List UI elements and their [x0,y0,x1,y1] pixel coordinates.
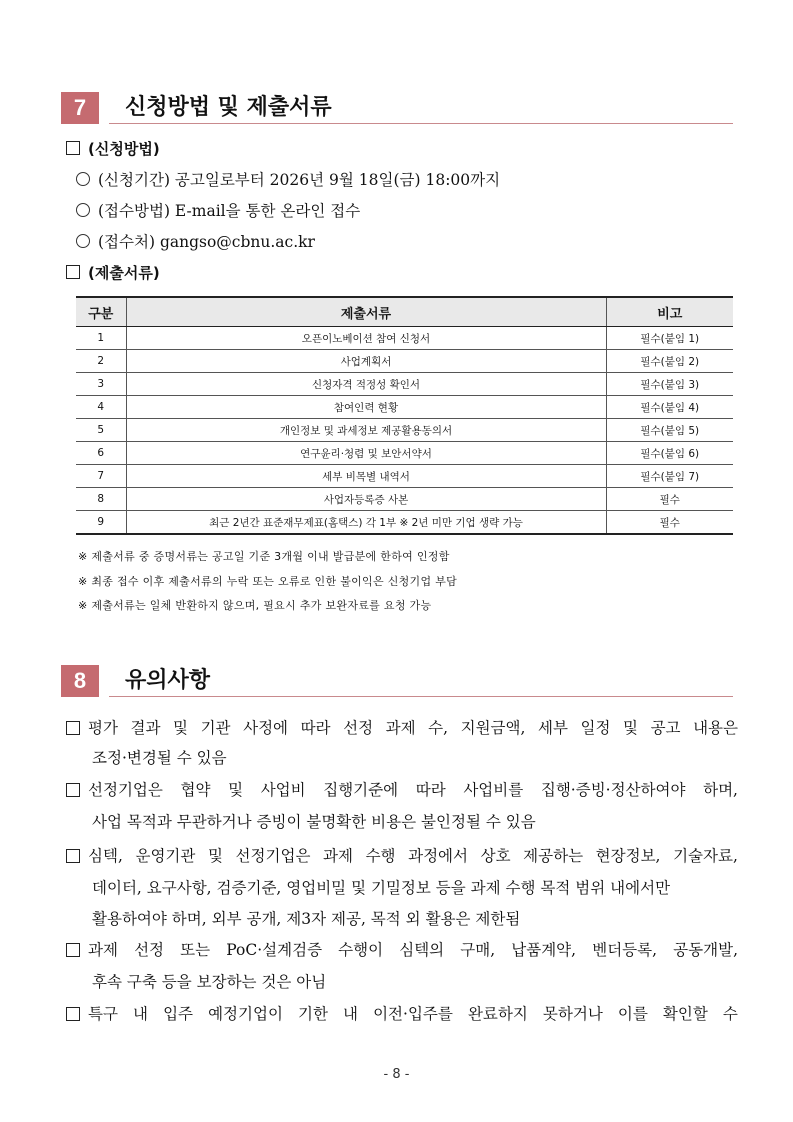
section-divider [109,123,733,124]
word: 공동개발, [673,941,738,959]
word: 사업비 [260,781,306,799]
method-item [76,201,360,221]
word: 사업비를 [463,781,524,799]
word: 과정에서 [408,847,469,865]
note-text: ※ 제출서류는 일체 반환하지 않으며, 필요시 추가 보완자료를 요청 가능 [78,599,432,612]
table-cell: 4 [76,396,126,419]
table-cell: 필수(붙임 4) [606,396,733,419]
method-item [76,232,315,252]
square-bullet-icon [66,943,80,957]
word: 제공하는 [523,847,584,865]
table-cell: 최근 2년간 표준재무제표(홈택스) 각 1부 ※ 2년 미만 기업 생략 가능 [126,511,606,535]
word: 심텍의 [399,941,445,959]
table-cell: 사업계획서 [126,350,606,373]
method-item-text: (신청기간) 공고일로부터 2026년 9월 18일(금) 18:00까지 [98,171,501,189]
notice-first-line [88,940,738,960]
word: 평가 [88,719,118,737]
table-cell: 필수(붙임 5) [606,419,733,442]
square-bullet-icon [66,1007,80,1021]
table-cell: 개인정보 및 과세정보 제공활용동의서 [126,419,606,442]
notice-item [66,1004,738,1024]
word: 일정 [580,719,611,737]
column-header: 구분 [76,297,126,327]
word: 세부 [537,719,568,737]
table-row [76,396,733,419]
table-cell: 참여인력 현황 [126,396,606,419]
table-cell: 7 [76,465,126,488]
square-bullet-icon [66,721,80,735]
word: 공고 [650,719,681,737]
word: 및 [228,781,244,799]
table-cell: 5 [76,419,126,442]
notice-continuation: 사업 목적과 무관하거나 증빙이 불명확한 비용은 불인정될 수 있음 [92,813,536,831]
method-item-text: (접수처) gangso@cbnu.ac.kr [98,233,315,251]
column-header: 제출서류 [126,297,606,327]
circle-bullet-icon [76,203,90,217]
word: 및 [623,719,638,737]
notice-item [66,846,738,928]
word: 못하거나 [542,1005,603,1023]
word: 협약 [180,781,211,799]
notice-first-line [88,846,738,866]
square-bullet-icon [66,141,80,155]
word: 내 [343,1005,359,1023]
table-row [76,465,733,488]
word: 내 [133,1005,148,1023]
word: 납품계약, [511,941,577,959]
notice-item [66,718,738,767]
note-text: ※ 최종 접수 이후 제출서류의 누락 또는 오류로 인한 불이익은 신청기업 부담 [78,575,458,588]
table-row [76,419,733,442]
circle-bullet-icon [76,172,90,186]
word: 따라 [300,719,331,737]
table-cell: 신청자격 적정성 확인서 [126,373,606,396]
table-cell: 6 [76,442,126,465]
word: 벤더등록, [592,941,658,959]
word: 구매, [460,941,496,959]
table-row [76,511,733,535]
word: 수, [428,719,449,737]
docs-heading [66,263,160,283]
table-row [76,350,733,373]
word: 선정 [134,941,165,959]
word: 수 [722,1005,738,1023]
notice-item [66,940,738,991]
section-8-heading [61,665,733,699]
notice-continuation: 활용하여야 하며, 외부 공개, 제3자 제공, 목적 외 활용은 제한됨 [92,910,521,928]
notice-continuation: 데이터, 요구사항, 검증기준, 영업비밀 및 기밀정보 등을 과제 수행 목적 범위 내에서만 [92,879,671,897]
table-cell: 오픈이노베이션 참여 신청서 [126,327,606,350]
notice-first-line [88,780,738,800]
square-bullet-icon [66,849,80,863]
word: 완료하지 [467,1005,528,1023]
method-heading [66,139,160,159]
word: 선정기업은 [235,847,311,865]
word: 상호 [480,847,511,865]
word: 과제 [323,847,353,865]
documents-table [76,296,733,535]
word: 입주 [163,1005,194,1023]
notice-item [66,780,738,831]
square-bullet-icon [66,265,80,279]
table-cell: 필수(붙임 3) [606,373,733,396]
table-cell: 8 [76,488,126,511]
word: 사정에 [243,719,289,737]
page-number: - 8 - [383,1067,410,1082]
notice-first-line [88,718,738,738]
table-cell: 필수(붙임 1) [606,327,733,350]
word: 하며, [703,781,738,799]
word: 수행 [365,847,396,865]
table-cell: 필수(붙임 2) [606,350,733,373]
notice-continuation: 조정·변경될 수 있음 [92,749,227,767]
table-row [76,373,733,396]
notice-continuation: 후속 구축 등을 보장하는 것은 아님 [92,973,327,991]
word: 수행이 [338,941,384,959]
word: 이를 [617,1005,648,1023]
table-cell: 필수(붙임 6) [606,442,733,465]
word: 특구 [88,1005,118,1023]
method-item [76,170,500,190]
section-7-heading [61,92,733,126]
table-row [76,442,733,465]
table-cell: 1 [76,327,126,350]
word: 집행·증빙·정산하여야 [540,781,686,799]
table-cell: 9 [76,511,126,535]
table-cell: 3 [76,373,126,396]
word: 선정 [343,719,374,737]
section-number: 8 [61,665,99,697]
word: 기술자료, [673,847,738,865]
table-row [76,488,733,511]
word: 내용은 [693,719,738,737]
table-cell: 연구윤리·청렴 및 보안서약서 [126,442,606,465]
word: 결과 [130,719,161,737]
word: 운영기관 [135,847,196,865]
word: 예정기업이 [208,1005,283,1023]
word: 및 [173,719,189,737]
section-title: 신청방법 및 제출서류 [125,95,332,120]
notice-first-line [88,1004,738,1024]
column-header: 비고 [606,297,733,327]
word: 과제 [385,719,416,737]
word: 기관 [200,719,231,737]
table-cell: 필수 [606,511,733,535]
method-item-text: (접수방법) E-mail을 통한 온라인 접수 [98,202,361,220]
section-number: 7 [61,92,99,124]
word: 현장정보, [595,847,661,865]
table-cell: 필수 [606,488,733,511]
word: 기한 [298,1005,328,1023]
word: 심텍, [88,847,123,865]
table-cell: 세부 비목별 내역서 [126,465,606,488]
section-divider [109,696,733,697]
method-heading-label: (신청방법) [88,140,160,158]
word: 선정기업은 [88,781,163,799]
table-cell: 2 [76,350,126,373]
word: 이전·입주를 [373,1005,453,1023]
note-text: ※ 제출서류 중 증명서류는 공고일 기준 3개월 이내 발급분에 한하여 인정함 [78,550,450,563]
table-header-row [76,297,733,327]
word: 및 [207,847,223,865]
section-title: 유의사항 [125,668,211,693]
word: PoC·설계검증 [226,941,323,959]
table-cell: 필수(붙임 7) [606,465,733,488]
word: 집행기준에 [323,781,399,799]
word: 지원금액, [460,719,526,737]
square-bullet-icon [66,783,80,797]
docs-heading-label: (제출서류) [88,264,160,282]
circle-bullet-icon [76,234,90,248]
word: 따라 [415,781,446,799]
word: 또는 [180,941,211,959]
table-cell: 사업자등록증 사본 [126,488,606,511]
word: 확인할 [662,1005,708,1023]
word: 과제 [88,941,118,959]
table-row [76,327,733,350]
